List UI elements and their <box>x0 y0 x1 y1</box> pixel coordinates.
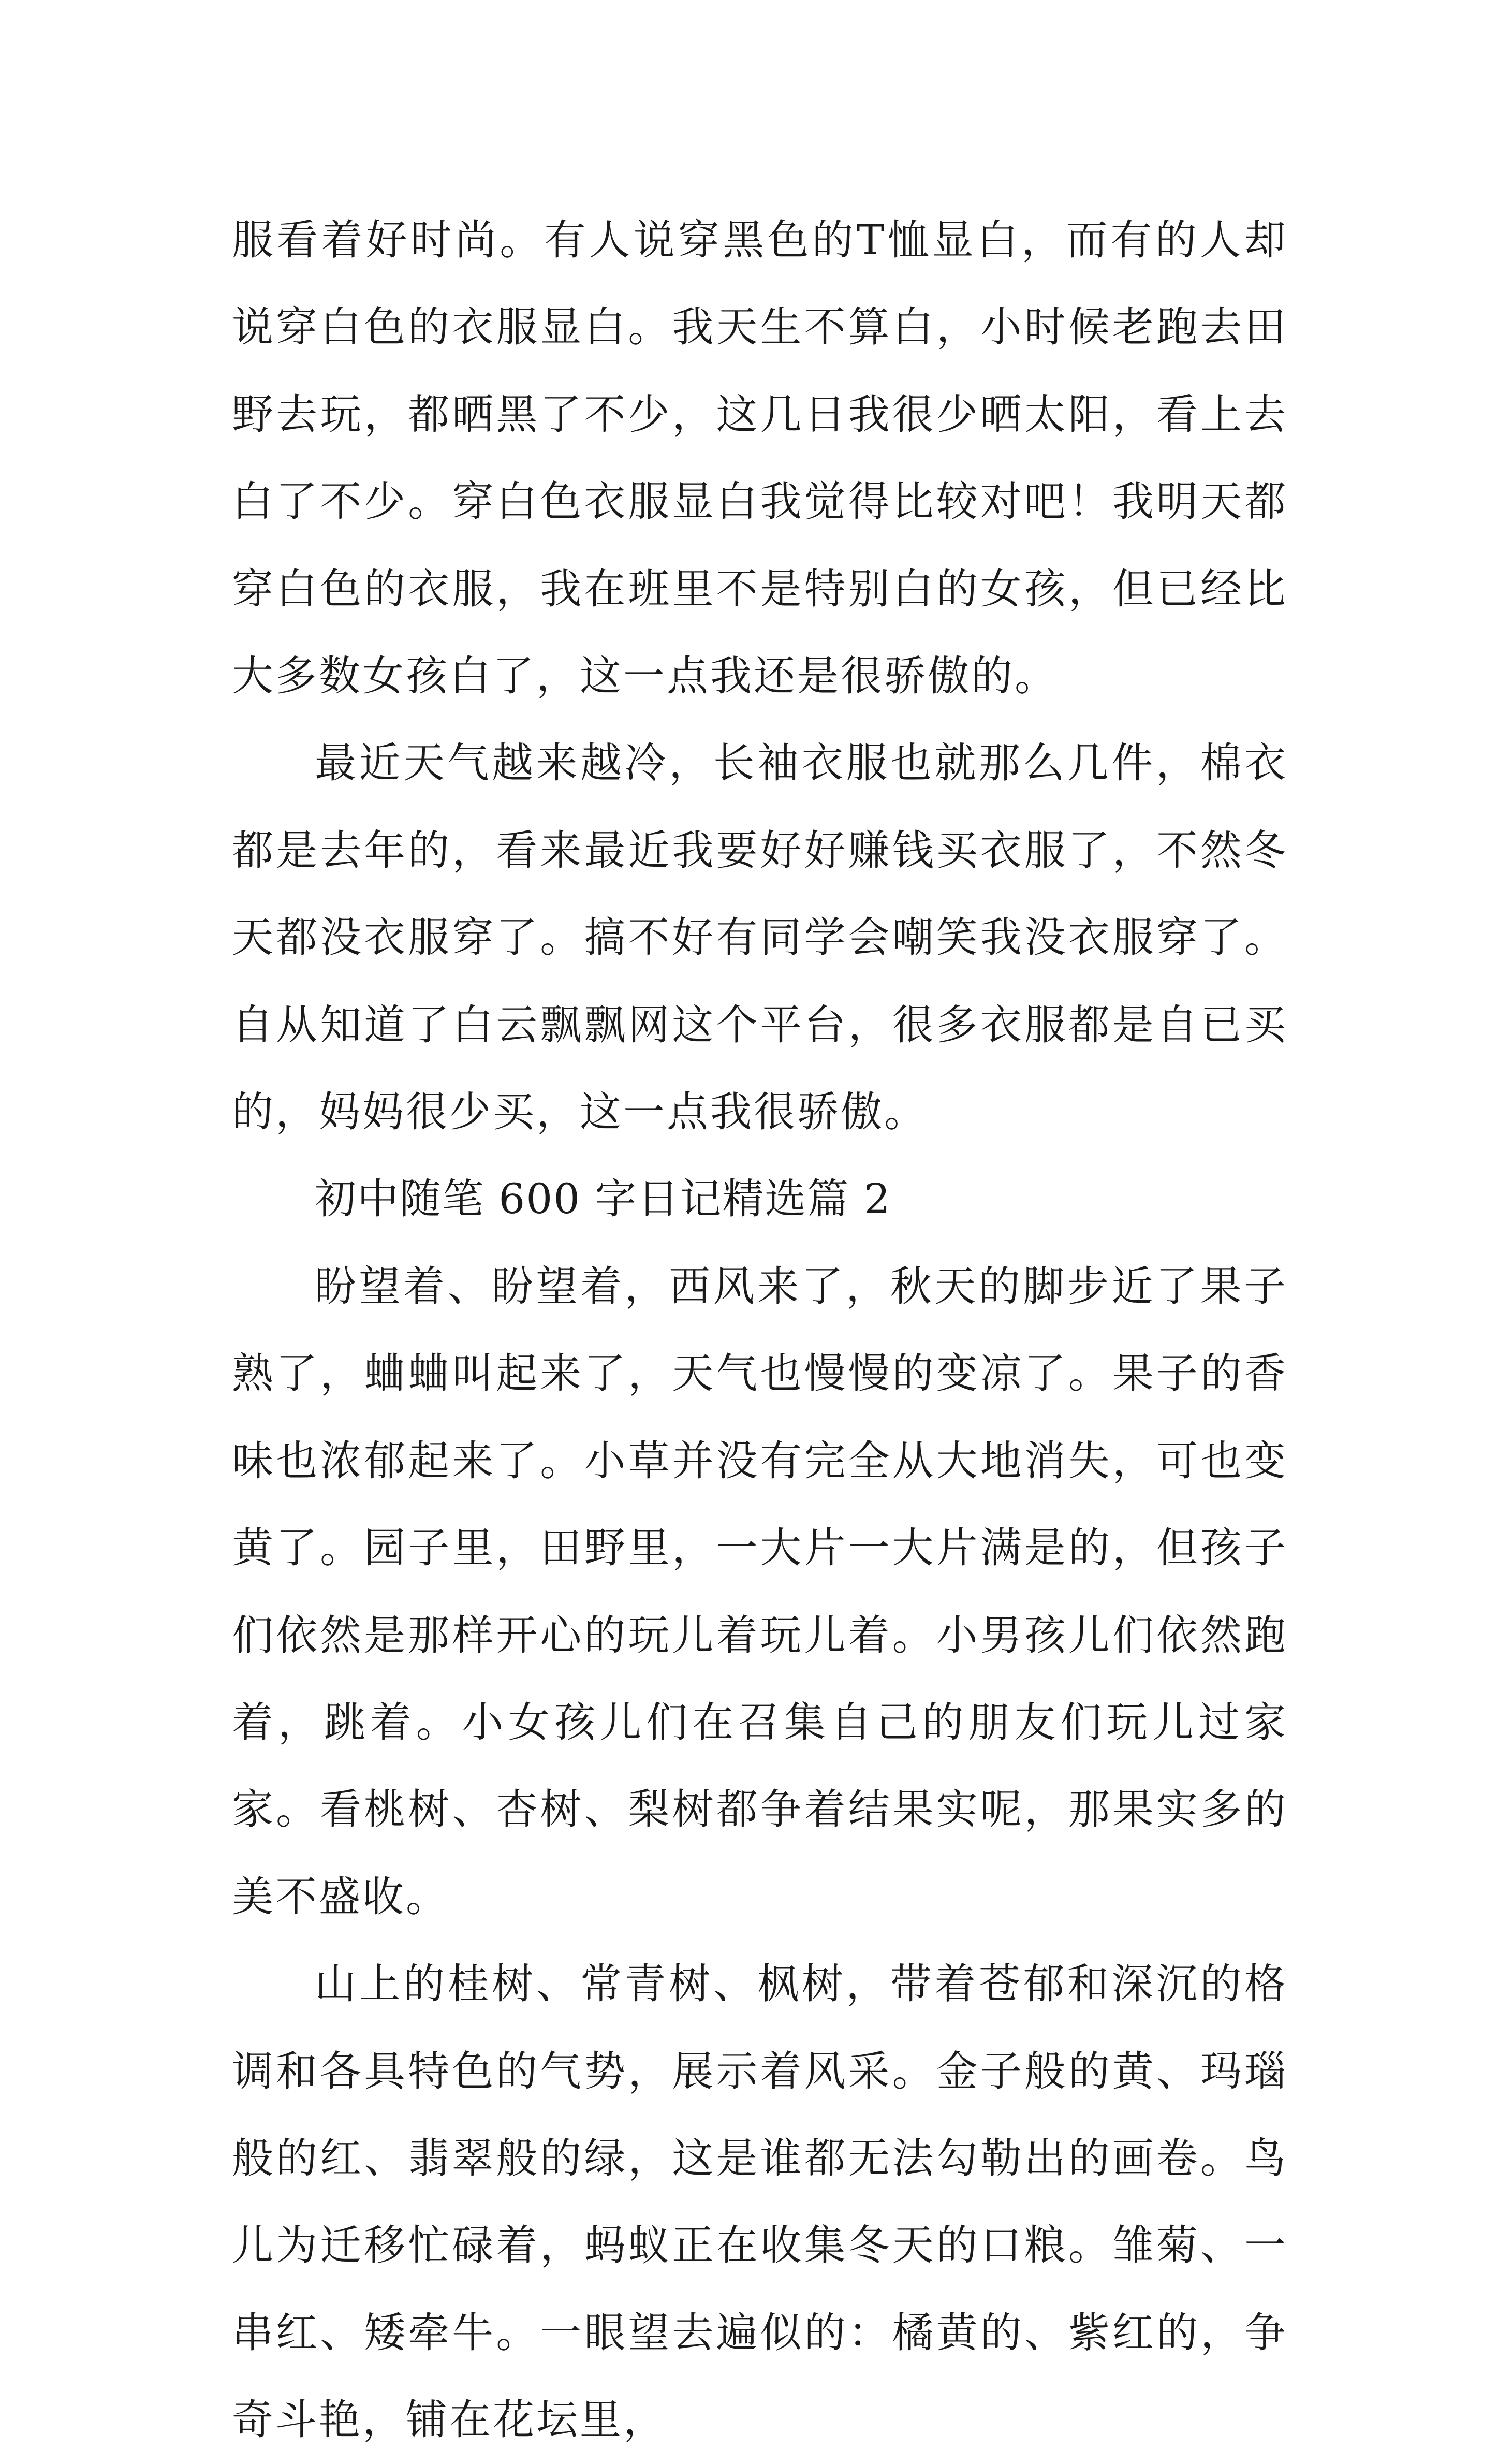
paragraph: 山上的桂树、常青树、枫树，带着苍郁和深沉的格调和各具特色的气势，展示着风采。金子般的黄、玛瑙般的红、翡翠般的绿，这是谁都无法勾勒出的画卷。鸟儿为迁移忙碌着，蚂蚁正在收集冬天的口粮。雏菊、一串红、矮牵牛。一眼望去遍似的：橘黄的、紫红的，争奇斗艳，铺在花坛里， <box>232 1960 1288 2444</box>
paragraph: 盼望着、盼望着，西风来了，秋天的脚步近了果子熟了，蛐蛐叫起来了，天气也慢慢的变凉了。果子的香味也浓郁起来了。小草并没有完全从大地消失，可也变黄了。园子里，田野里，一大片一大片满是的，但孩子们依然是那样开心的玩儿着玩儿着。小男孩儿们依然跑着，跳着。小女孩儿们在召集自己的朋友们玩儿过家家。看桃树、杏树、梨树都争着结果实呢，那果实多的美不盛收。 <box>232 1262 1288 1921</box>
document-body <box>232 197 1288 2464</box>
paragraph: 服看着好时尚。有人说穿黑色的T恤显白，而有的人却说穿白色的衣服显白。我天生不算白，小时候老跑去田野去玩，都晒黑了不少，这几日我很少晒太阳，看上去白了不少。穿白色衣服显白我觉得比较对吧！我明天都穿白色的衣服，我在班里不是特别白的女孩，但已经比大多数女孩白了，这一点我还是很骄傲的。 <box>232 216 1288 701</box>
paragraph: 最近天气越来越冷，长袖衣服也就那么几件，棉衣都是去年的，看来最近我要好好赚钱买衣服了，不然冬天都没衣服穿了。搞不好有同学会嘲笑我没衣服穿了。自从知道了白云飘飘网这个平台，很多衣服都是自已买的，妈妈很少买，这一点我很骄傲。 <box>232 739 1288 1136</box>
section-heading: 初中随笔 600 字日记精选篇 2 <box>315 1175 891 1223</box>
